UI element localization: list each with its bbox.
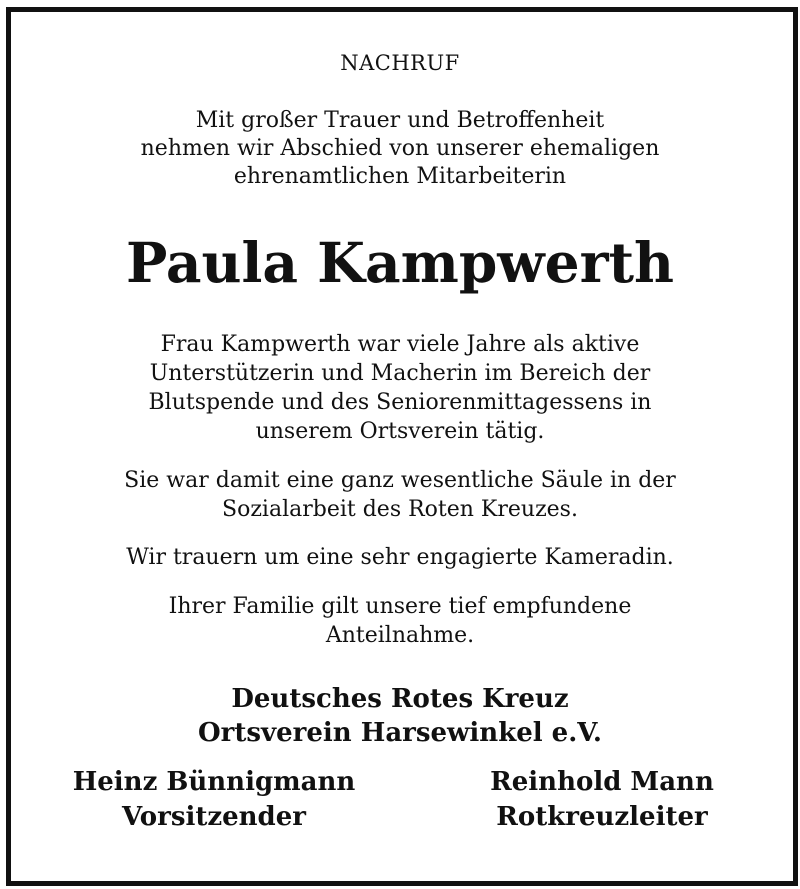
paragraph-tribute <box>10 330 790 446</box>
deceased-name <box>10 228 790 298</box>
paragraph-mourning <box>10 543 790 572</box>
organization-name: Deutsches Rotes Kreuz <box>231 684 569 714</box>
signer-chairman <box>44 765 384 835</box>
notice-heading <box>10 50 790 76</box>
paragraph-condolence <box>10 592 790 650</box>
heading-text: NACHRUF <box>340 51 460 75</box>
intro-line: ehrenamtlichen Mitarbeiterin <box>233 164 567 189</box>
signer-red-cross-leader <box>432 765 772 835</box>
paragraph-line: Frau Kampwerth war viele Jahre als aktive <box>160 332 640 357</box>
intro-text <box>10 107 790 191</box>
paragraph-line: Unterstützerin und Macherin im Bereich der <box>149 361 651 386</box>
organization-branch: Ortsverein Harsewinkel e.V. <box>198 718 602 748</box>
paragraph-line: Wir trauern um eine sehr engagierte Kameradin. <box>126 545 674 570</box>
paragraph-line: Sie war damit eine ganz wesentliche Säule in der <box>124 468 676 493</box>
organization-block <box>10 682 790 750</box>
paragraph-line: unserem Ortsverein tätig. <box>255 419 545 444</box>
signer-name: Heinz Bünnigmann <box>72 767 356 797</box>
signer-role: Vorsitzender <box>122 802 306 832</box>
paragraph-line: Sozialarbeit des Roten Kreuzes. <box>222 497 578 522</box>
intro-line: nehmen wir Abschied von unserer ehemaligen <box>140 136 660 161</box>
intro-line: Mit großer Trauer und Betroffenheit <box>195 108 605 133</box>
deceased-name-text: Paula Kampwerth <box>126 230 674 295</box>
paragraph-line: Anteilnahme. <box>325 623 475 648</box>
paragraph-line: Ihrer Familie gilt unsere tief empfundene <box>168 594 632 619</box>
signer-role: Rotkreuzleiter <box>496 802 708 832</box>
paragraph-pillar <box>10 466 790 524</box>
paragraph-line: Blutspende und des Seniorenmittagessens in <box>148 390 652 415</box>
signer-name: Reinhold Mann <box>490 767 714 797</box>
